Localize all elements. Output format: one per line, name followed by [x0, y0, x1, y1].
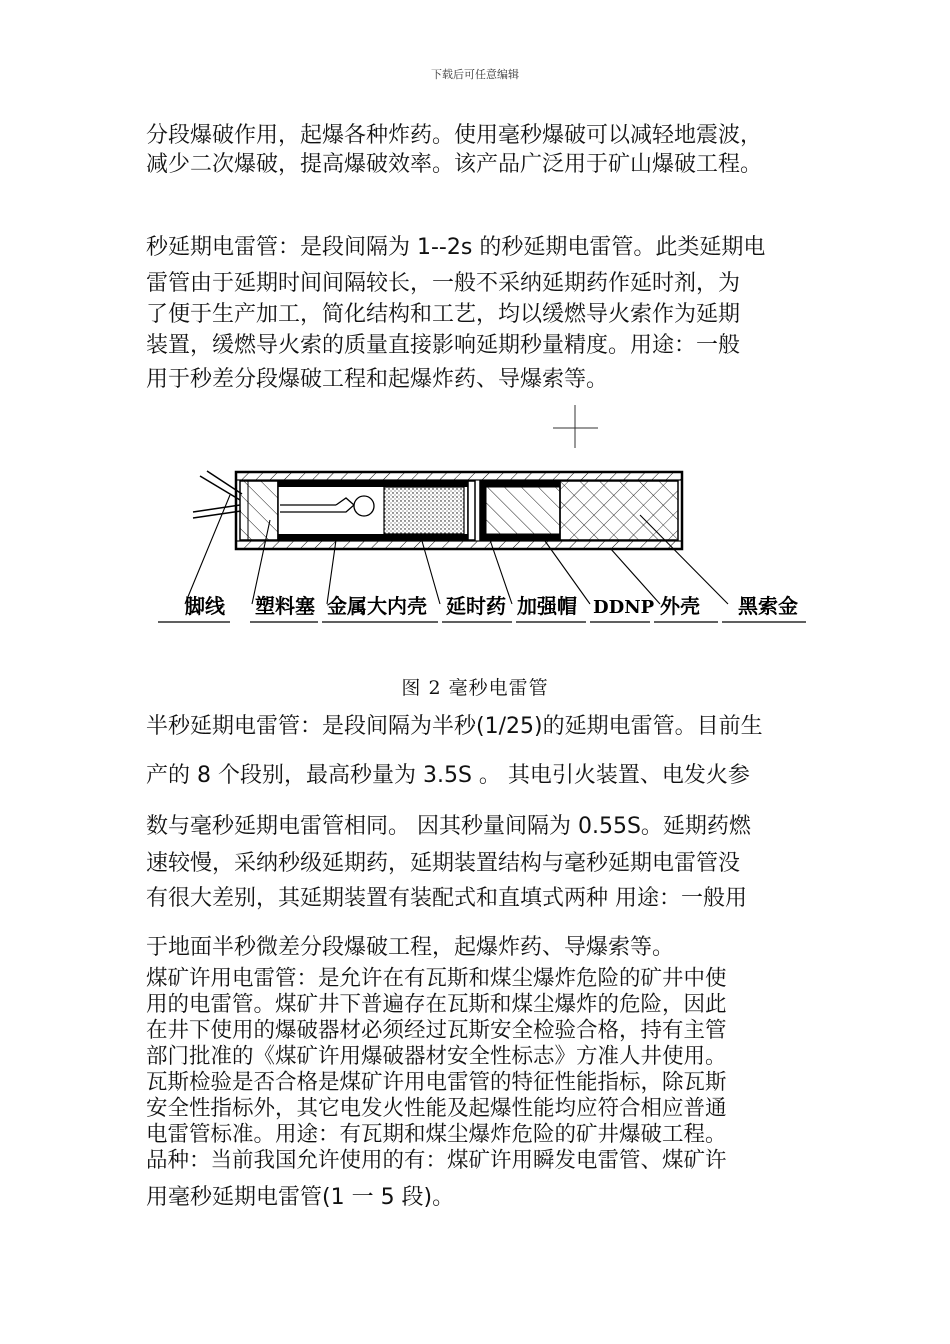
text-line: 用毫秒延期电雷管(1 一 5 段)。 — [146, 1185, 455, 1210]
text-line: 秒延期电雷管：是段间隔为 1--2s 的秒延期电雷管。此类延期电 — [146, 235, 766, 260]
text-line: 用的电雷管。煤矿井下普遍存在瓦斯和煤尘爆炸的危险，因此 — [146, 992, 727, 1017]
text-line: 半秒延期电雷管：是段间隔为半秒(1/25)的延期电雷管。目前生 — [146, 714, 763, 739]
text-line: 装置，缓燃导火索的质量直接影响延期秒量精度。用途：一般 — [146, 333, 741, 358]
text-line: 产的 8 个段别，最高秒量为 3.5S 。 其电引火装置、电发火参 — [146, 763, 750, 788]
paragraph-coal-mine-permissible — [146, 966, 816, 1174]
label-delay-composition: 延时药 — [446, 594, 506, 618]
page-header: 下载后可任意编辑 — [431, 68, 519, 81]
text-line: 在井下使用的爆破器材必须经过瓦斯安全检验合格，持有主管 — [146, 1018, 727, 1043]
text-line: 用于秒差分段爆破工程和起爆炸药、导爆索等。 — [146, 367, 609, 392]
crosshair-mark — [553, 405, 598, 448]
text-line: 瓦斯检验是否合格是煤矿许用电雷管的特征性能指标，除瓦斯 — [146, 1070, 727, 1095]
text-line: 安全性指标外，其它电发火性能及起爆性能均应符合相应普通 — [146, 1096, 727, 1121]
text-line: 了便于生产加工，简化结构和工艺，均以缓燃导火索作为延期 — [146, 302, 741, 327]
text-line: 品种：当前我国允许使用的有：煤矿许用瞬发电雷管、煤矿许 — [146, 1148, 727, 1173]
text-line: 煤矿许用电雷管：是允许在有瓦斯和煤尘爆炸危险的矿井中使 — [146, 966, 727, 991]
diagram-labels — [185, 594, 798, 618]
label-rdx: 黑索金 — [738, 594, 798, 618]
text-line: 速较慢，采纳秒级延期药，延期装置结构与毫秒延期电雷管没 — [146, 851, 741, 876]
text-line: 电雷管标准。用途：有瓦期和煤尘爆炸危险的矿井爆破工程。 — [146, 1122, 727, 1147]
label-inner-shell: 金属大内壳 — [327, 594, 427, 618]
text-line: 分段爆破作用，起爆各种炸药。使用毫秒爆破可以减轻地震波， — [146, 123, 763, 148]
paragraph-final-line — [146, 1180, 816, 1211]
text-line: 于地面半秒微差分段爆破工程，起爆炸药、导爆索等。 — [146, 935, 675, 960]
text-line: 雷管由于延期时间间隔较长，一般不采纳延期药作延时剂，为 — [146, 271, 741, 296]
text-line: 部门批准的《煤矿许用爆破器材安全性标志》方准人井使用。 — [146, 1044, 727, 1069]
text-line: 减少二次爆破，提高爆破效率。该产品广泛用于矿山爆破工程。 — [146, 152, 763, 177]
plastic-plug — [240, 481, 278, 540]
ddnp-charge — [486, 487, 560, 534]
label-lead-wire: 脚线 — [185, 594, 225, 618]
rdx-charge — [560, 481, 678, 540]
label-plastic-plug: 塑料塞 — [255, 594, 315, 618]
label-outer-shell: 外壳 — [660, 594, 700, 618]
text-line: 有很大差别，其延期装置有装配式和直填式两种 用途：一般用 — [146, 886, 747, 911]
label-reinforcing-cap: 加强帽 — [517, 594, 577, 618]
figure-caption: 图 2 毫秒电雷管 — [401, 677, 549, 699]
label-ddnp: DDNP — [593, 597, 655, 618]
delay-composition — [384, 487, 464, 534]
lead-wires — [193, 471, 242, 518]
text-line: 数与毫秒延期电雷管相同。 因其秒量间隔为 0.55S。延期药燃 — [146, 814, 751, 839]
